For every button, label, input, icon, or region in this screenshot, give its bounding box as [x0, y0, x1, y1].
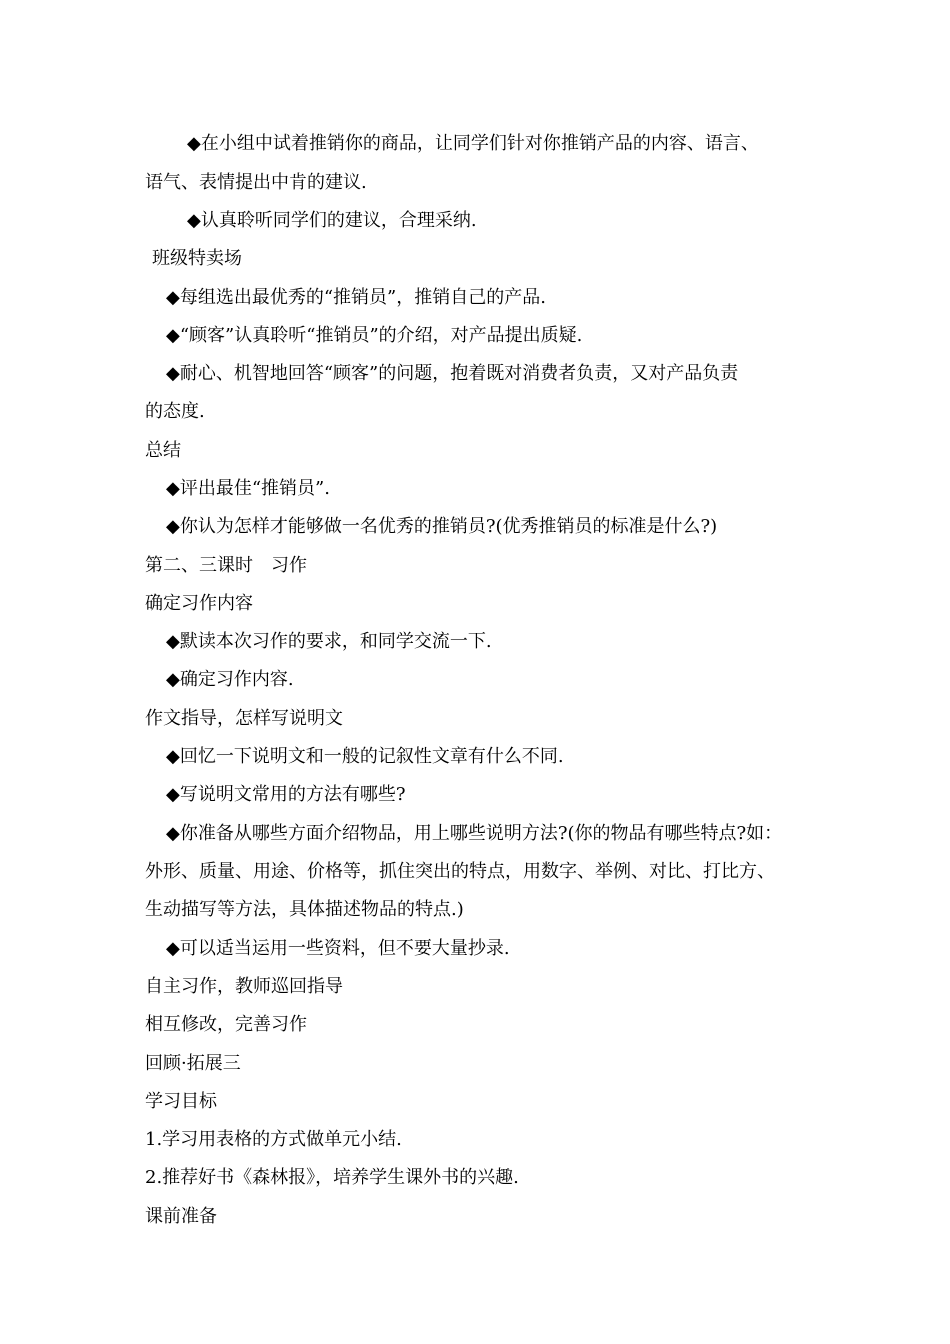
bullet-line: ◆每组选出最优秀的“推销员”，推销自己的产品.	[166, 287, 546, 308]
bullet-line: ◆可以适当运用一些资料，但不要大量抄录.	[166, 938, 510, 959]
bullet-line: ◆评出最佳“推销员”.	[166, 478, 330, 499]
section-heading: 自主习作，教师巡回指导	[145, 976, 343, 997]
bullet-line: ◆你准备从哪些方面介绍物品，用上哪些说明方法?(你的物品有哪些特点?如：	[166, 823, 783, 844]
bullet-line: ◆耐心、机智地回答“顾客”的问题，抱着既对消费者负责，又对产品负责	[166, 363, 739, 384]
bullet-line: ◆“顾客”认真聆听“推销员”的介绍，对产品提出质疑.	[166, 325, 583, 346]
section-heading: 总结	[145, 440, 181, 461]
section-heading: 学习目标	[145, 1091, 217, 1112]
section-heading: 第二、三课时 习作	[145, 555, 307, 576]
numbered-item: 1.学习用表格的方式做单元小结.	[145, 1129, 402, 1150]
section-heading: 作文指导，怎样写说明文	[145, 708, 343, 729]
bullet-line: ◆默读本次习作的要求，和同学交流一下.	[166, 631, 492, 652]
text-line: 生动描写等方法，具体描述物品的特点.)	[145, 899, 464, 920]
bullet-line: ◆认真聆听同学们的建议，合理采纳.	[187, 210, 477, 231]
bullet-line: ◆在小组中试着推销你的商品，让同学们针对你推销产品的内容、语言、	[187, 133, 759, 154]
bullet-line: ◆你认为怎样才能够做一名优秀的推销员?(优秀推销员的标准是什么?)	[166, 516, 718, 537]
section-heading: 课前准备	[145, 1206, 217, 1227]
section-heading: 回顾·拓展三	[145, 1053, 241, 1074]
bullet-line: ◆确定习作内容.	[166, 669, 294, 690]
numbered-item: 2.推荐好书《森林报》，培养学生课外书的兴趣.	[145, 1167, 519, 1188]
section-heading: 确定习作内容	[145, 593, 253, 614]
section-heading: 相互修改，完善习作	[145, 1014, 307, 1035]
text-line: 的态度.	[145, 401, 205, 422]
section-heading: 班级特卖场	[152, 248, 242, 269]
text-line: 外形、质量、用途、价格等，抓住突出的特点，用数字、举例、对比、打比方、	[145, 861, 775, 882]
bullet-line: ◆回忆一下说明文和一般的记叙性文章有什么不同.	[166, 746, 564, 767]
text-line: 语气、表情提出中肯的建议.	[145, 172, 367, 193]
bullet-line: ◆写说明文常用的方法有哪些?	[166, 784, 406, 805]
